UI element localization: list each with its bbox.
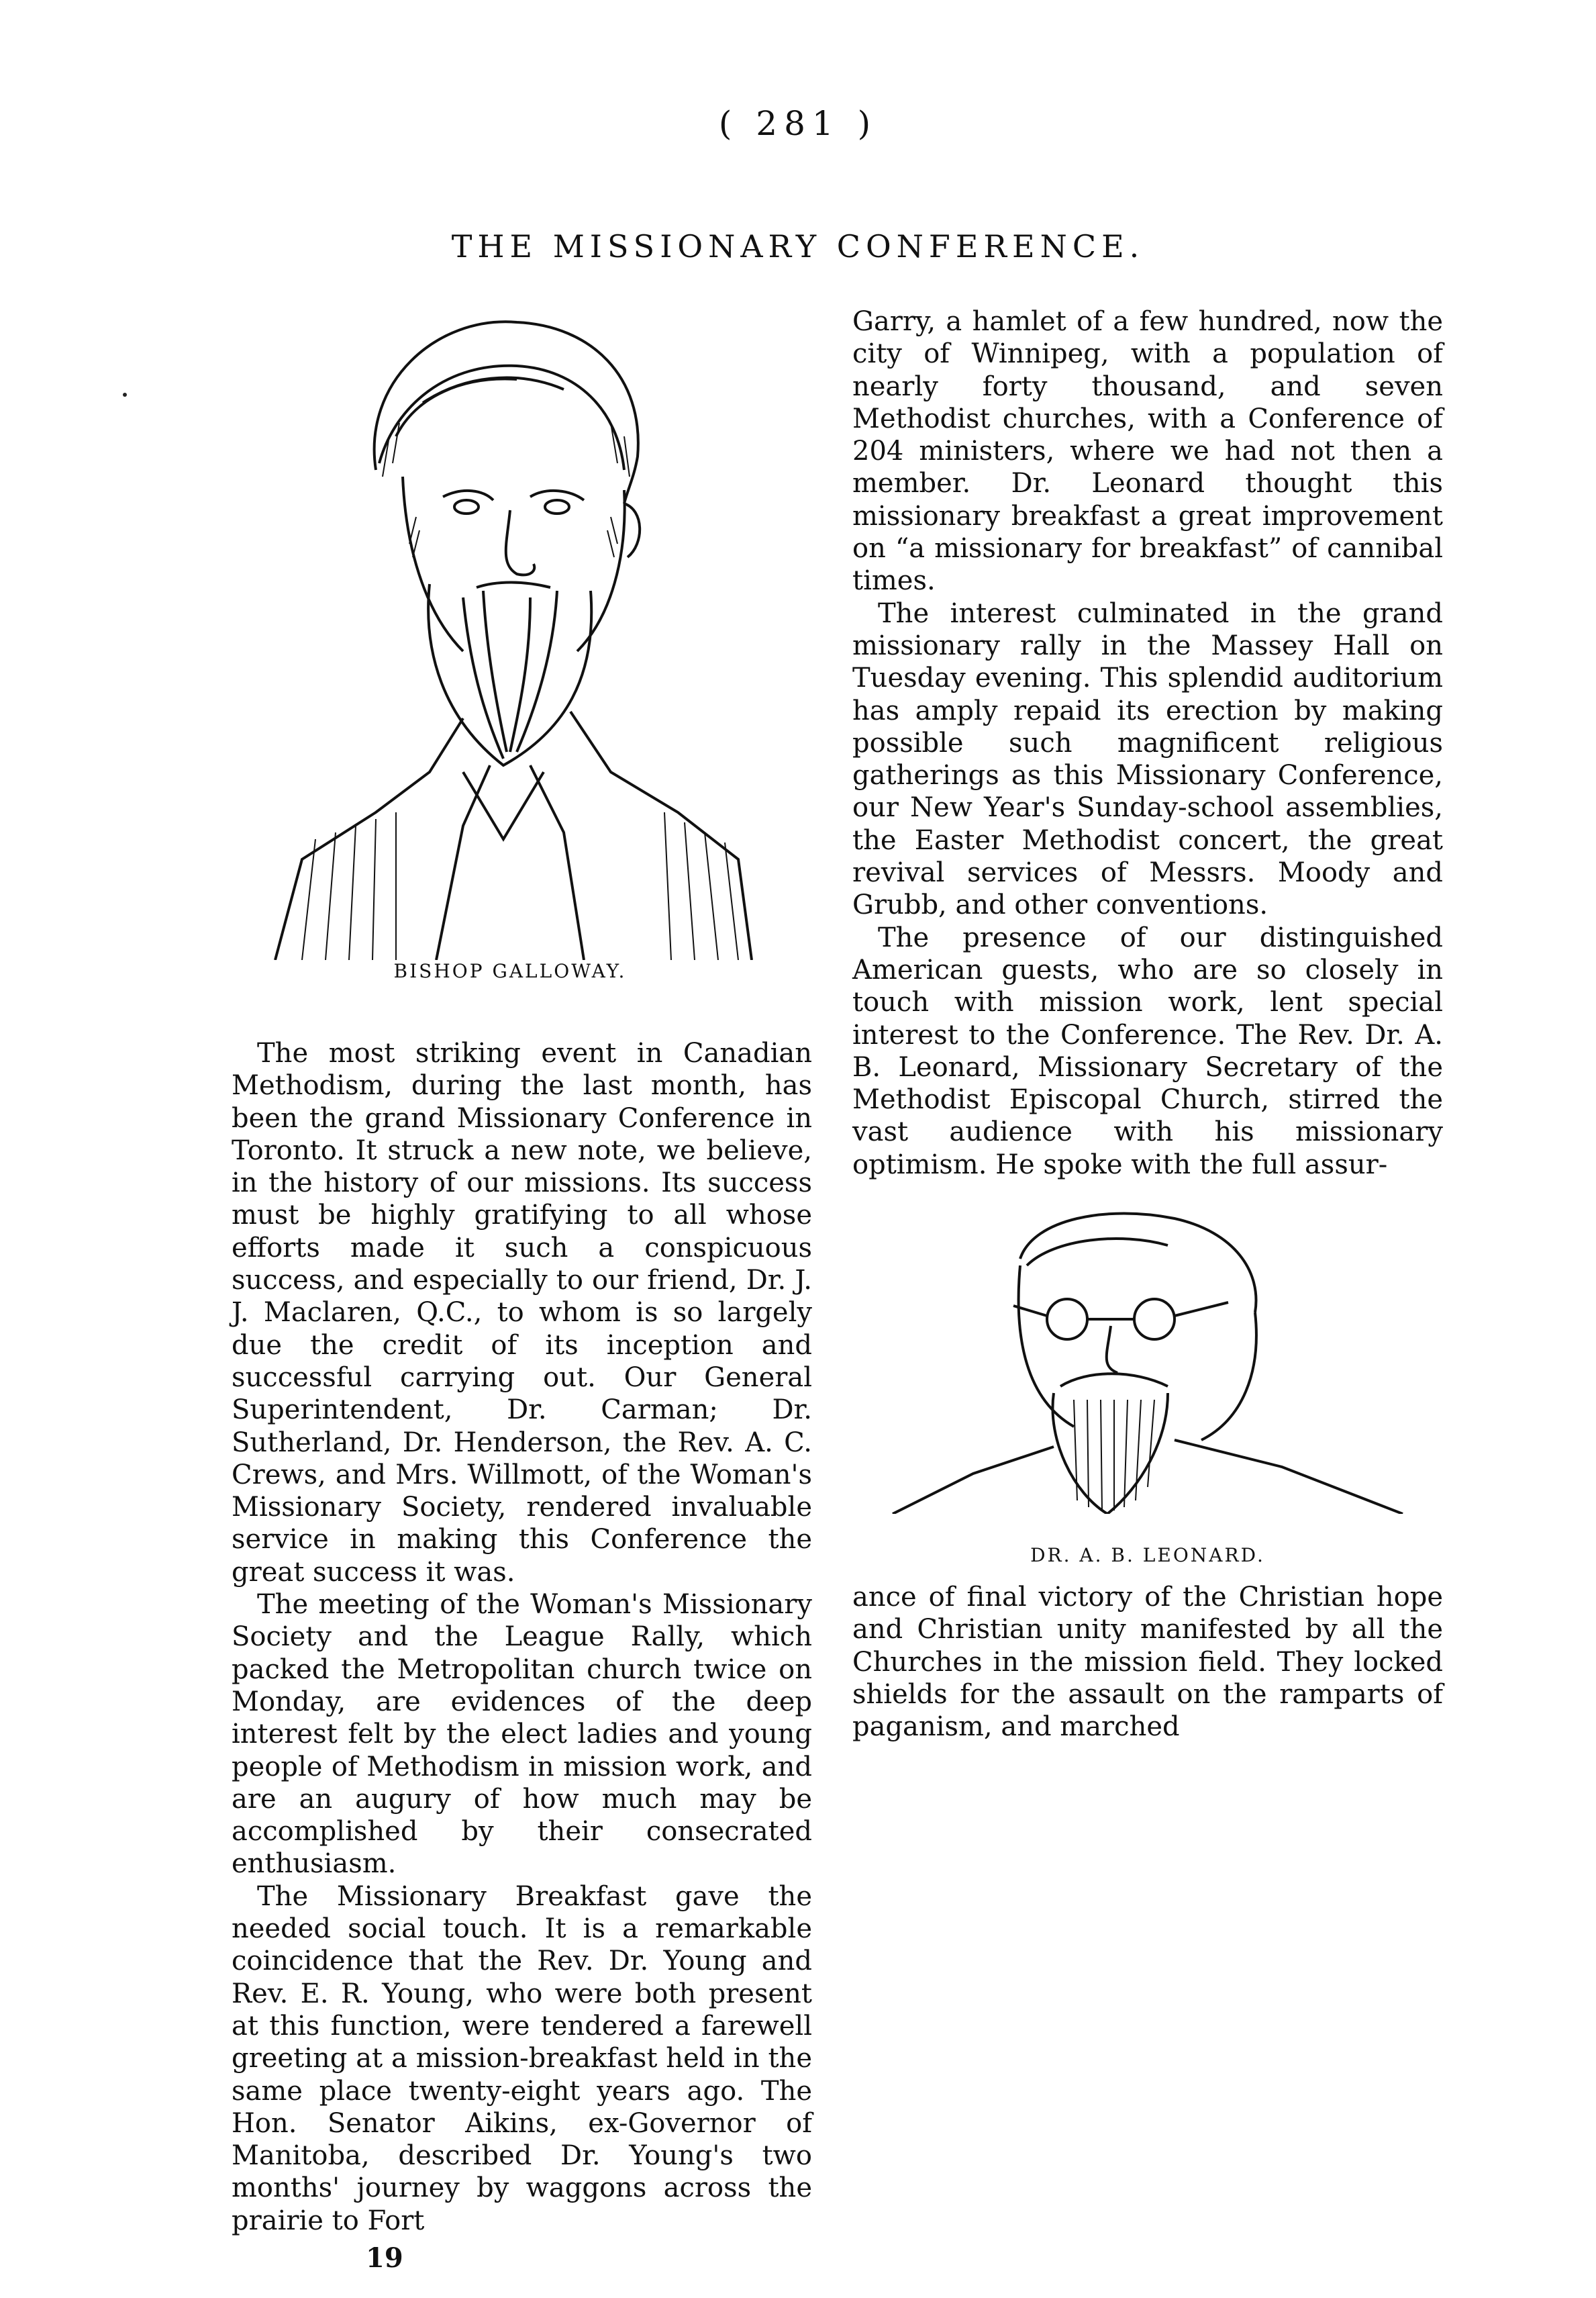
galloway-caption: BISHOP GALLOWAY. [393, 960, 627, 982]
bishop-galloway-portrait [262, 302, 758, 960]
paragraph: The interest culminated in the grand missionary rally in the Massey Hall on Tuesday evening. This splendid auditorium has amply repaid its erection by making possible such magnificent religious gatherings as this Missionary Conference, our New Year's Sunday-school assemblies, the Easter Methodist concert, the great revival services of Messrs. Moody and Grubb, and other conventions. [852, 597, 1443, 921]
signature-mark: 19 [366, 2242, 403, 2274]
paragraph: The Missionary Breakfast gave the needed social touch. It is a remarkable coincidence that the Rev. Dr. Young and Rev. E. R. Young, who were both present at this function, were tendered a farewell greeting at a mission-breakfast held in the same place twenty-eight years ago. The Hon. Senator Aikins, ex-Governor of Manitoba, described Dr. Young's two months' journey by waggons across the prairie to Fort [232, 1880, 812, 2236]
paragraph: The meeting of the Woman's Missionary Society and the League Rally, which packed the Metropolitan church twice on Monday, are evidences of the deep interest felt by the elect ladies and young people of Methodism in mission work, and are an augury of how much may be accomplished by their consecrated enthusiasm. [232, 1589, 812, 1880]
ink-speck [123, 393, 127, 397]
paragraph: The most striking event in Canadian Methodism, during the last month, has been the grand Missionary Conference in Toronto. It struck a new note, we believe, in the history of our missions. Its success must be highly gratifying to all whose efforts made it such a conspicuous success, and especially to our friend, Dr. J. J. Maclaren, Q.C., to whom is so largely due the credit of its inception and successful carrying out. Our General Superintendent, Dr. Carman; Dr. Sutherland, Dr. Henderson, the Rev. A. C. Crews, and Mrs. Willmott, of the Woman's Missionary Society, rendered invaluable service in making this Conference the great success it was. [232, 1038, 812, 1588]
paragraph-continuation: ance of final victory of the Christian hope and Christian unity manifested by all the Churches in the mission field. They locked shields for the assault on the ramparts of paganism, and marched [852, 1582, 1443, 1743]
paragraph: The presence of our distinguished American guests, who are so closely in touch with mission work, lent special interest to the Conference. The Rev. Dr. A. B. Leonard, Missionary Secretary of the Methodist Episcopal Church, stirred the vast audience with his missionary optimism. He spoke with the full assur- [852, 922, 1443, 1180]
dr-leonard-portrait [852, 1205, 1443, 1514]
left-column [232, 1037, 812, 2237]
article-title: THE MISSIONARY CONFERENCE. [451, 228, 1145, 265]
leonard-caption: DR. A. B. LEONARD. [1030, 1544, 1265, 1566]
right-column-bottom [852, 1581, 1443, 1743]
page-number: ( 281 ) [718, 104, 878, 143]
paragraph-continuation: Garry, a hamlet of a few hundred, now the city of Winnipeg, with a population of nearly forty thousand, and seven Methodist churches, with a Conference of 204 ministers, where we had not then a member. Dr. Leonard thought this missionary breakfast a great improvement on “a missionary for breakfast” of cannibal times. [852, 306, 1443, 597]
right-column-top [852, 305, 1443, 1181]
